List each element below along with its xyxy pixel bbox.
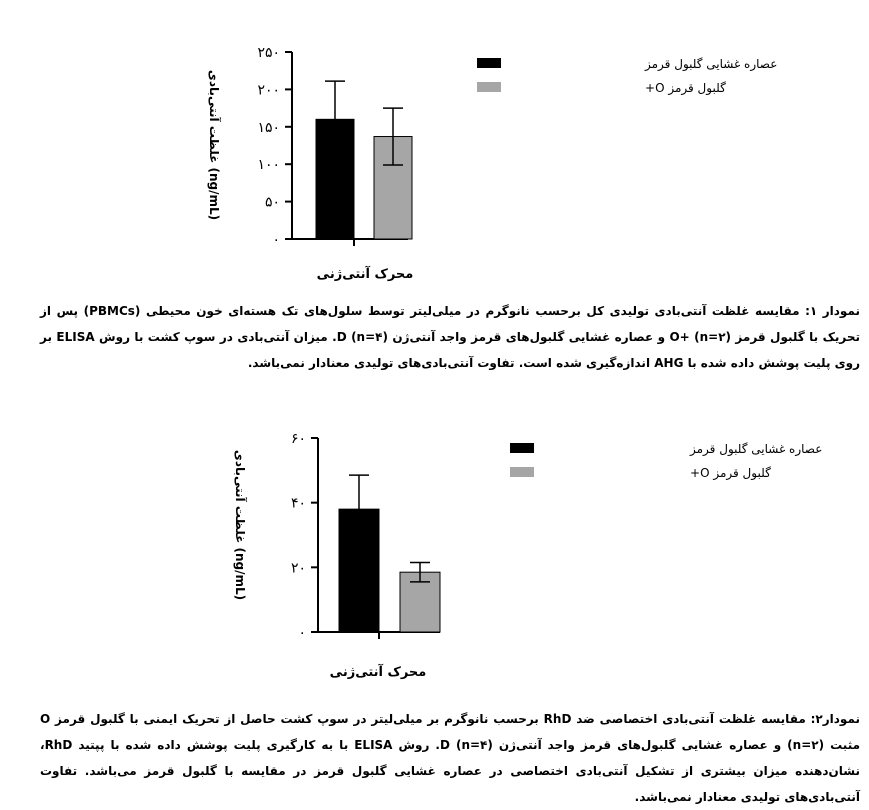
y-tick-label: ۲۵۰ (257, 45, 280, 61)
legend-swatch (477, 58, 501, 68)
chart-2-svg (0, 420, 869, 700)
chart-1 (0, 0, 869, 290)
y-axis-label: غلظت آنتی‌بادی (ng/mL) (207, 69, 221, 221)
legend-swatch (477, 82, 501, 92)
y-tick-label: ۶۰ (290, 431, 306, 447)
y-tick-label: ۴۰ (290, 495, 306, 512)
y-axis-label: غلظت آنتی‌بادی (ng/mL) (233, 449, 247, 601)
legend-swatch (510, 467, 534, 477)
y-tick-label: ۲۰۰ (257, 82, 280, 99)
caption-1 (40, 298, 860, 376)
legend-label: عصاره غشایی گلبول قرمز (645, 57, 778, 71)
y-tick-label: ۵۰ (264, 194, 280, 211)
caption-1-text: نمودار ۱: مقایسه غلظت آنتی‌بادی تولیدی کل برحسب نانوگرم در میلی‌لیتر توسط سلول‌های تک هسته‌ای خون محیطی (PBMCs) پس از تحریک با گلبول قرمز O+ (n=۲) و عصاره غشایی گلبول‌های قرمز واجد آنتی‌ژن D (n=۴). میزان آنتی‌بادی در سوپ کشت با روش ELISA بر روی پلیت پوشش داده شده با AHG اندازه‌گیری شده است. تفاوت آنتی‌بادی‌های تولیدی معنادار نمی‌باشد. (40, 304, 861, 370)
legend-label: عصاره غشایی گلبول قرمز (690, 442, 823, 456)
y-tick-label: ۰ (272, 232, 280, 248)
y-tick-label: ۱۰۰ (257, 157, 280, 174)
caption-2-text: نمودار۲: مقایسه غلظت آنتی‌بادی اختصاصی ضد RhD برحسب نانوگرم بر میلی‌لیتر در سوپ کشت حاصل از تحریک ایمنی با گلبول قرمز O مثبت (n=۲) و عصاره غشایی گلبول‌های قرمز واجد آنتی‌ژن D (n=۴). روش ELISA با به کارگیری پلیت پوشش داده شده با پپتید RhD، نشان‌دهنده میزان بیشتری از تشکیل آنتی‌بادی اختصاصی در عصاره غشایی گلبول قرمز در مقایسه با گلبول قرمز می‌باشد. تفاوت آنتی‌بادی‌های تولیدی معنادار نمی‌باشد. (40, 712, 861, 804)
y-tick-label: ۱۵۰ (257, 119, 280, 136)
legend-label: گلبول قرمز O+ (645, 81, 726, 95)
caption-2 (40, 706, 860, 810)
legend-label: گلبول قرمز O+ (690, 466, 771, 480)
x-axis-label: محرک آنتی‌ژنی (316, 267, 414, 282)
chart-2 (0, 420, 869, 700)
y-tick-label: ۰ (298, 625, 306, 641)
x-axis-label: محرک آنتی‌ژنی (329, 665, 427, 680)
legend-swatch (510, 443, 534, 453)
y-tick-label: ۲۰ (290, 560, 306, 577)
chart-1-svg (0, 0, 869, 290)
